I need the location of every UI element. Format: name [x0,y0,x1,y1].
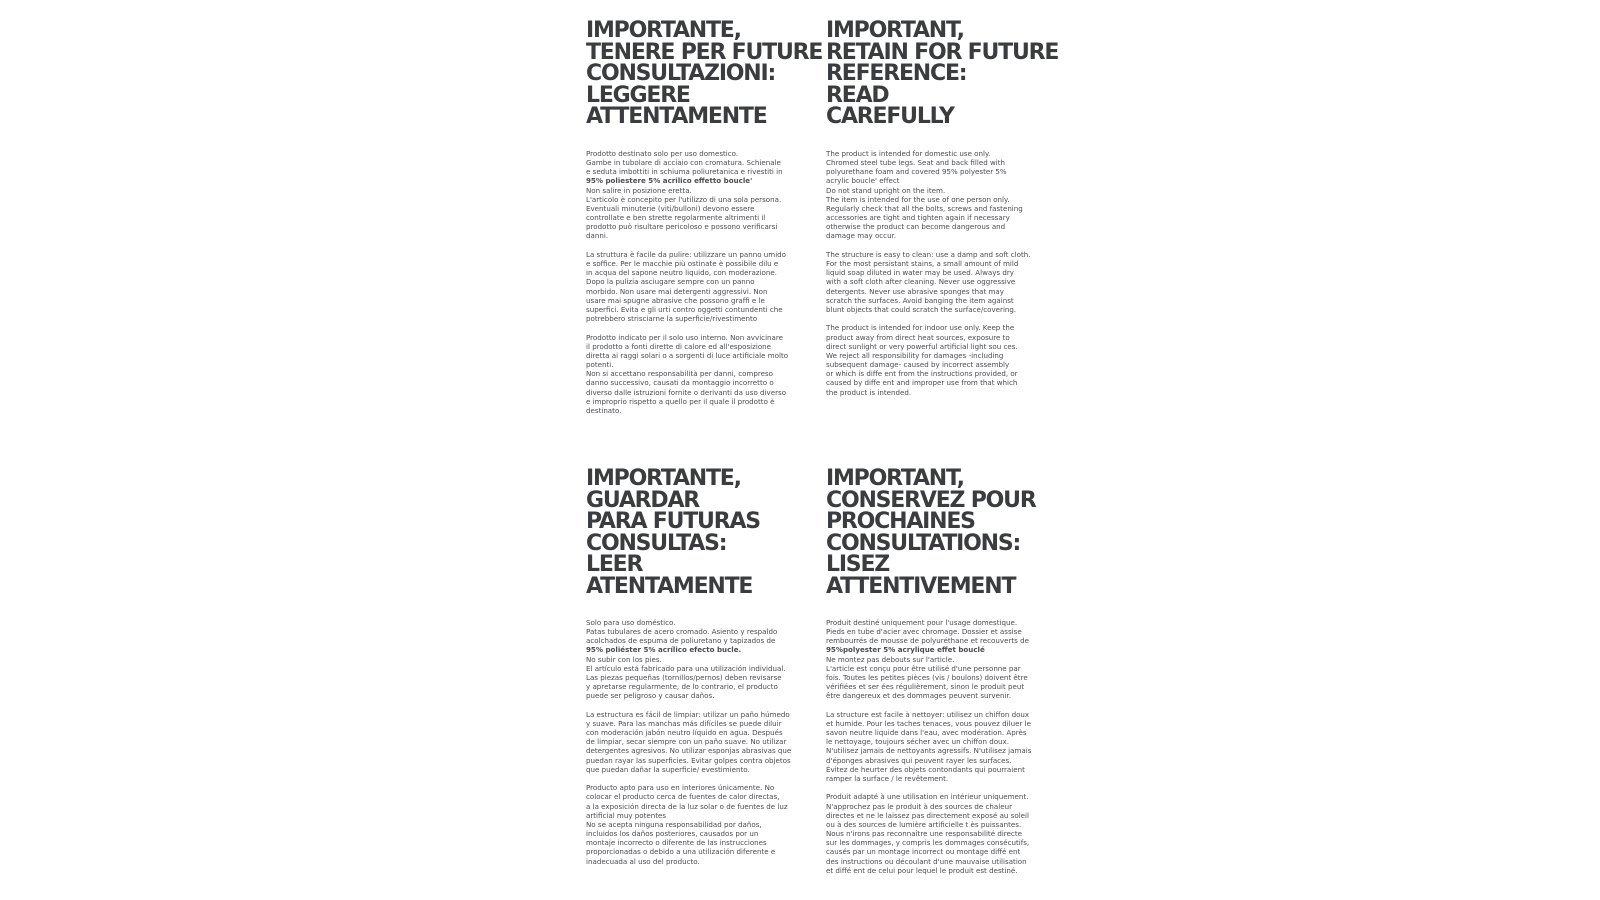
paragraph [586,333,801,415]
text-line: Évitez de heurter des objets contondants qui pourraient [826,764,1025,774]
text-line: le nettoyage, toujours sécher avec un chiffon doux. [826,737,1010,747]
text-line: que puedan dañar la superficie/ evestimiento. [586,764,750,774]
text-line: The item is intended for the use of one person only. [826,194,1010,204]
text-line: N'approchez pas le produit à des sources de chaleur [826,801,1012,811]
section-body [586,149,801,424]
text-line: No se acepta ninguna responsabilidad por daños, [586,819,762,829]
section-spanish [586,466,801,866]
text-line: in acqua del sapone neutro liquido, con moderazione. [586,268,777,278]
text-line: 95% poliestere 5% acrilico effetto boucle' [586,176,753,186]
text-line: puedan rayar las superficies. Evitar golpes contra objetos [586,755,791,765]
section-heading [586,468,801,597]
heading-line: IMPORTANT, [826,466,964,491]
text-line: danno successivo, causati da montaggio incorretto o [586,378,774,388]
text-line: detergentes agresivos. No utilizar esponjas abrasivas que [586,746,792,756]
text-line: El artículo está fabricado para una utilización individual. [586,663,786,673]
text-line: inadecuada al uso del producto. [586,856,700,866]
text-line: prodotto può risultare pericoloso e possono verificarsi [586,222,778,232]
heading-line: PROCHAINES [826,509,975,534]
paragraph [826,323,1041,396]
heading-line: LEGGERE [586,82,690,108]
text-line: La struttura è facile da pulire: utilizzare un panno umido [586,249,787,259]
text-line: Chromed steel tube legs. Seat and back filled with [826,158,1006,168]
heading-line: RETAIN FOR FUTURE [826,39,1059,65]
text-line: Nous n'irons pas reconnaître une responsabilité directe [826,829,1022,839]
text-line: Gambe in tubolare di acciaio con cromatura. Schienale [586,158,781,168]
text-line: The product is intended for indoor use only. Keep the [826,323,1015,333]
text-line: Producto apto para uso en interiores únicamente. No [586,783,775,793]
text-line: vérifiées et ser ées régulièrement, sinon le produit peut [826,682,1025,692]
text-line: puede ser peligroso y causar daños. [586,691,715,701]
text-line: 95% poliéster 5% acrílico efecto bucle. [586,645,742,655]
heading-line: CONSULTAS: [586,530,727,556]
text-line: y apretarse regularmente, de lo contrario, el producto [586,682,778,692]
text-line: subsequent damage- caused by incorrect assembly [826,360,1010,370]
text-line: detergents. Never use abrasive sponges that may [826,286,1004,296]
text-line: Ne montez pas debouts sur l'article. [826,654,955,664]
heading-line: LISEZ [826,552,890,577]
paragraph [586,618,801,700]
text-line: For the most persistant stains, a small amount of mild [826,259,1019,269]
text-line: Solo para uso doméstico. [586,618,676,627]
section-body [586,618,801,875]
heading-line: IMPORTANT, [826,18,964,43]
text-line: acolchados de espuma de poliuretano y tapizados de [586,636,776,646]
text-line: a la exposición directa de la luz solar o de fuentes de luz [586,801,788,811]
paragraph [586,710,801,774]
text-line: ramper la surface / le revêtement. [826,773,949,783]
text-line: 95%polyester 5% acrylique effet bouclé [826,645,985,655]
text-line: destinato. [586,405,622,415]
text-line: N'utilisez jamais de nettoyants agressifs. N'utilisez jamais [826,746,1032,756]
text-line: proporcionadas o debido a una utilización diferente e [586,847,776,857]
text-line: Regularly check that all the bolts, screws and fastening [826,203,1023,213]
heading-line: REFERENCE: [826,61,967,86]
text-line: La structure est facile à nettoyer: utilisez un chiffon doux [826,709,1030,719]
heading-line: IMPORTANTE, [586,18,741,43]
text-line: ou à des sources de lumière artificielle t ès puissantes. [826,819,1022,829]
heading-line: LEER [586,552,643,577]
text-line: L'article est conçu pour être utilisé d'une personne par [826,663,1021,673]
section-french [826,466,1041,875]
text-line: blunt objects that could scratch the surface/covering. [826,304,1017,314]
text-line: No subir con los pies. [586,654,662,664]
text-line: Dopo la pulizia asciugare sempre con un panno [586,277,755,287]
heading-line: ATTENTAMENTE [586,104,767,129]
paragraph [586,149,801,241]
text-line: otherwise the product can become dangerous and [826,222,1006,232]
text-line: diverso dalle istruzioni fornite o derivanti da uso diverso [586,387,787,397]
text-line: or which is diffe ent from the instructions provided, or [826,369,1018,379]
section-italian [586,18,823,415]
text-line: e improprio rispetto a quello per il quale il prodotto è [586,396,775,406]
text-line: Prodotto destinato solo per uso domestico. [586,149,739,158]
text-line: et diffé ent de celui pour lequel le produit est destiné. [826,865,1018,875]
text-line: scratch the surfaces. Avoid banging the item against [826,295,1014,305]
text-line: We reject all responsibility for damages -including [826,350,1004,360]
text-line: Patas tubulares de acero cromado. Asiento y respaldo [586,627,778,637]
text-line: accessories are tight and tighten again if necessary [826,213,1010,223]
heading-line: IMPORTANTE, [586,466,741,491]
heading-line: CONSERVEZ POUR [826,487,1036,513]
paragraph [826,792,1041,874]
text-line: liquid soap diluted in water may be used. Always dry [826,268,1014,278]
text-line: Produit destiné uniquement pour l'usage domestique. [826,618,1018,627]
text-line: artificial muy potentes [586,810,667,820]
text-line: damage may occur. [826,231,897,241]
text-line: être dangereux et des dommages peuvent survenir. [826,691,1011,701]
text-line: the product is intended. [826,387,912,397]
heading-line: PARA FUTURAS [586,509,760,534]
section-heading [826,18,1059,129]
text-line: The structure is easy to clean: use a damp and soft cloth. [826,249,1031,259]
text-line: et humide. Pour les taches tenaces, vous pouvez diluer le [826,718,1031,728]
text-line: controllate e ben strette regolarmente altrimenti il [586,213,766,223]
text-line: L'articolo è concepito per l'utilizzo di una sola persona. [586,194,782,204]
text-line: caused by diffe ent and improper use from that which [826,378,1018,388]
text-line: diretta ai raggi solari o a sorgenti di luce artificiale molto [586,350,789,360]
paragraph [826,710,1041,783]
heading-line: READ [826,82,889,108]
text-line: colocar el producto cerca de fuentes de calor directas, [586,792,780,802]
heading-line: TENERE PER FUTURE [586,39,823,65]
text-line: fois. Toutes les petites pièces (vis / boulons) doivent être [826,672,1028,682]
text-line: montaje incorrecto o diferente de las instrucciones [586,838,767,848]
text-line: con moderación jabón neutro líquido en agua. Después [586,728,783,738]
paragraph [826,618,1041,700]
text-line: Produit adapté à une utilisation en intérieur uniquement. [826,792,1029,802]
text-line: Pieds en tube d'acier avec chromage. Dossier et assise [826,627,1022,637]
text-line: Non salire in posizione eretta. [586,185,692,195]
text-line: Prodotto indicato per il solo uso interno. Non avvicinare [586,332,784,342]
text-line: Non si accettano responsabilità per danni, compreso [586,369,774,379]
text-line: d'éponges abrasives qui peuvent rayer les surfaces. [826,755,1012,765]
text-line: product away from direct heat sources, exposure to [826,332,1010,342]
text-line: with a soft cloth after cleaning. Never use oggressive [826,277,1016,287]
text-line: direct sunlight or very powerful artificial light sou ces. [826,341,1018,351]
text-line: morbido. Non usare mai detergenti aggressivi. Non [586,286,768,296]
text-line: des instructions ou découlant d'une mauvaise utilisation [826,856,1027,866]
text-line: e soffice. Per le macchie più ostinate è possibile dilu e [586,259,779,269]
paragraph [586,250,801,323]
heading-line: CONSULTATIONS: [826,530,1021,556]
paragraph [586,783,801,865]
text-line: polyurethane foam and covered 95% polyester 5% [826,167,1007,177]
text-line: e seduta imbottiti in schiuma poliuretanica e rivestiti in [586,167,783,177]
text-line: danni. [586,231,609,241]
text-line: de limpiar, secar siempre con un paño suave. No utilizar [586,737,787,747]
paragraph [826,250,1041,314]
section-body [826,618,1041,884]
section-heading [586,18,823,129]
text-line: directes et ne le laissez pas directement exposé au soleil [826,810,1029,820]
paragraph [826,149,1041,241]
text-line: il prodotto a fonti dirette di calore ed all'esposizione [586,341,772,351]
heading-line: ATTENTIVEMENT [826,573,1016,599]
text-line: The product is intended for domestic use only. [826,149,991,158]
text-line: Eventuali minuterie (viti/bulloni) devono essere [586,203,755,213]
text-line: Do not stand upright on the item. [826,185,946,195]
heading-line: GUARDAR [586,487,700,513]
heading-line: CONSULTAZIONI: [586,61,776,86]
text-line: usare mai spugne abrasive che possono graffi e le [586,295,765,305]
text-line: rembourrés de mousse de polyuréthane et recouverts de [826,636,1029,646]
heading-line: CAREFULLY [826,104,954,129]
text-line: incluidos los daños posteriores, causados por un [586,829,759,839]
section-body [826,149,1041,406]
text-line: potrebbero strisciarne la superficie/rivestimento [586,314,758,324]
text-line: potenti. [586,360,614,370]
text-line: acrylic boucle' effect [826,176,900,186]
section-heading [826,468,1041,597]
text-line: sur les dommages, y compris les dommages consécutifs, [826,838,1030,848]
section-english [826,18,1059,397]
text-line: superfici. Evita e gli urti contro oggetti contundenti che [586,304,783,314]
heading-line: ATENTAMENTE [586,573,753,599]
text-line: Las piezas pequeñas (tornillos/pernos) deben revisarse [586,672,782,682]
text-line: savon neutre liquide dans l'eau, avec modération. Après [826,728,1027,738]
text-line: causés par un montage incorrect ou montage diffé ent [826,847,1021,857]
text-line: y suave. Para las manchas más difíciles se puede diluir [586,718,782,728]
text-line: La estructura es fácil de limpiar: utilizar un paño húmedo [586,709,790,719]
